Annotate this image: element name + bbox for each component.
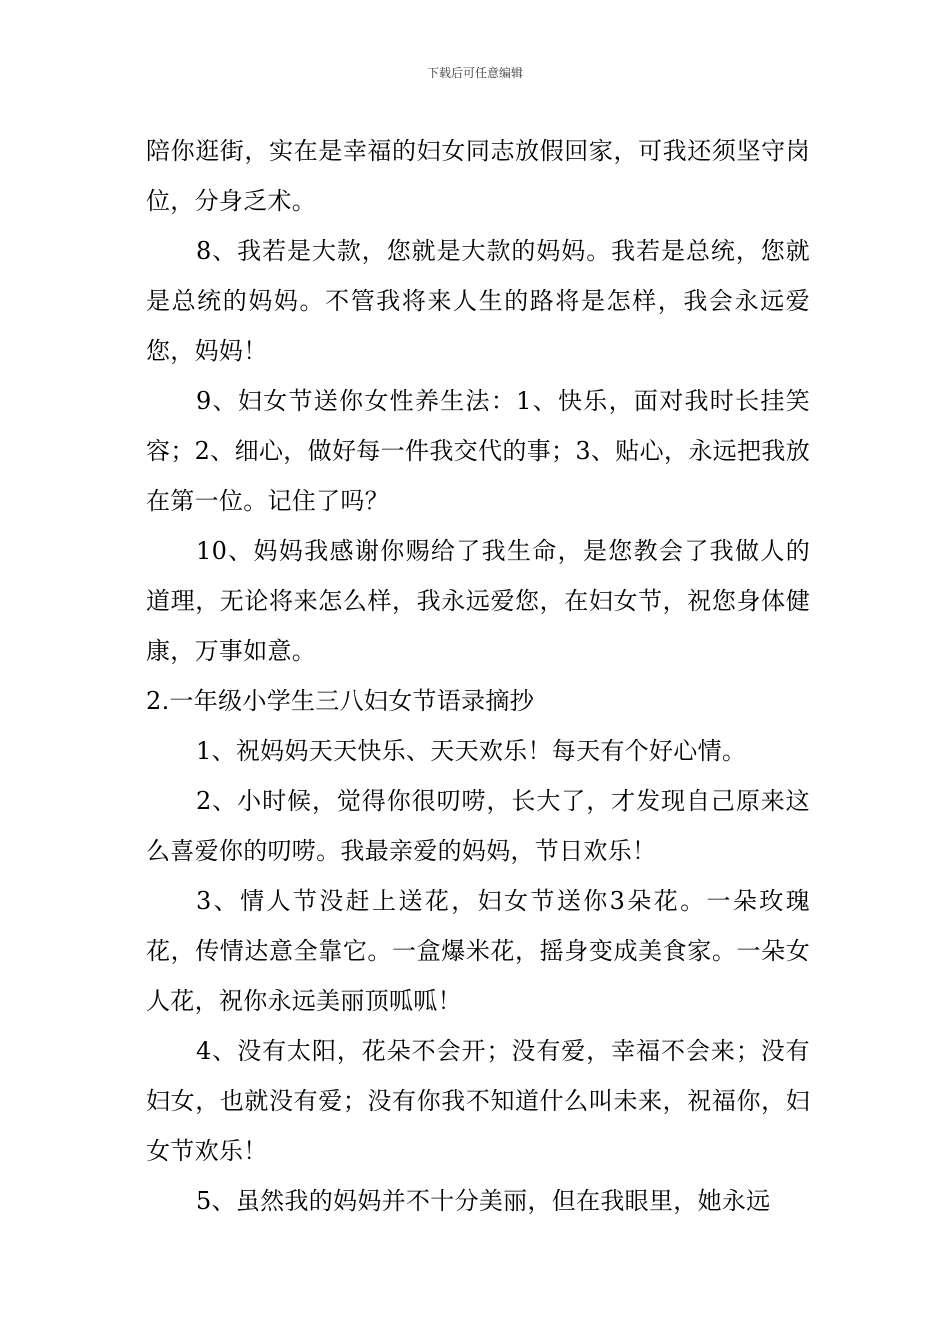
page-header: 下载后可任意编辑: [426, 66, 523, 80]
document-body: [146, 126, 810, 1226]
paragraph-item-10: 10、妈妈我感谢你赐给了我生命，是您教会了我做人的道理，无论将来怎么样，我永远爱您，在妇女节，祝您身体健康，万事如意。: [146, 537, 810, 665]
paragraph-continuation: 陪你逛街，实在是幸福的妇女同志放假回家，可我还须坚守岗位，分身乏术。: [146, 137, 810, 215]
paragraph-item-8: 8、我若是大款，您就是大款的妈妈。我若是总统，您就是总统的妈妈。不管我将来人生的路将是怎样，我会永远爱您，妈妈！: [146, 237, 810, 365]
paragraph-item-4: 4、没有太阳，花朵不会开；没有爱，幸福不会来；没有妇女，也就没有爱；没有你我不知道什么叫未来，祝福你，妇女节欢乐！: [146, 1037, 810, 1165]
paragraph-item-2: 2、小时候，觉得你很叨唠，长大了，才发现自己原来这么喜爱你的叨唠。我最亲爱的妈妈，节日欢乐！: [146, 787, 810, 865]
section-heading: 2.一年级小学生三八妇女节语录摘抄: [146, 687, 534, 715]
paragraph-item-9: 9、妇女节送你女性养生法：1、快乐，面对我时长挂笑容；2、细心，做好每一件我交代的事；3、贴心，永远把我放在第一位。记住了吗？: [146, 387, 810, 515]
paragraph-item-3: 3、情人节没赶上送花，妇女节送你3朵花。一朵玫瑰花，传情达意全靠它。一盒爆米花，摇身变成美食家。一朵女人花，祝你永远美丽顶呱呱！: [146, 887, 810, 1015]
paragraph-item-1: 1、祝妈妈天天快乐、天天欢乐！每天有个好心情。: [196, 737, 747, 765]
paragraph-item-5: 5、虽然我的妈妈并不十分美丽，但在我眼里，她永远: [196, 1187, 771, 1215]
